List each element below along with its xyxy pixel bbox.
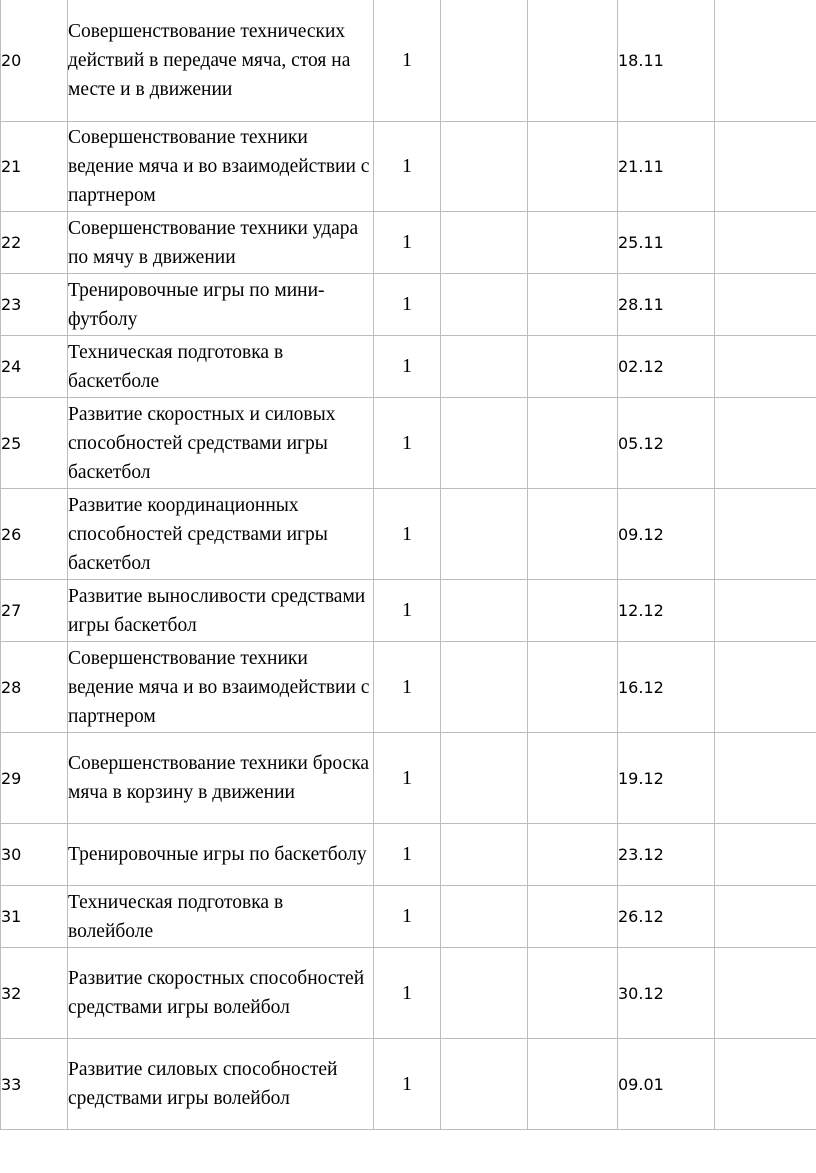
lesson-topic-cell: Тренировочные игры по мини-футболу — [68, 274, 374, 336]
lesson-date-cell: 23.12 — [618, 824, 715, 886]
lesson-hours-cell: 1 — [374, 212, 441, 274]
lesson-topic-cell: Развитие выносливости средствами игры баскетбол — [68, 580, 374, 642]
empty-cell — [441, 336, 528, 398]
lesson-hours-cell: 1 — [374, 733, 441, 824]
lesson-date-cell: 09.01 — [618, 1039, 715, 1130]
empty-cell — [441, 733, 528, 824]
table-row — [1, 1039, 816, 1130]
table-row — [1, 824, 816, 886]
lesson-date-cell: 16.12 — [618, 642, 715, 733]
empty-cell — [528, 336, 618, 398]
empty-cell — [528, 489, 618, 580]
empty-cell — [528, 642, 618, 733]
empty-cell — [528, 1039, 618, 1130]
table-row — [1, 274, 816, 336]
lesson-topic-cell: Развитие силовых способностей средствами игры волейбол — [68, 1039, 374, 1130]
empty-cell — [715, 948, 816, 1039]
lesson-topic-cell: Техническая подготовка в баскетболе — [68, 336, 374, 398]
lesson-topic-cell: Совершенствование техники ведение мяча и во взаимодействии с партнером — [68, 642, 374, 733]
empty-cell — [441, 580, 528, 642]
table-row — [1, 122, 816, 212]
lesson-number-cell: 22 — [1, 212, 68, 274]
empty-cell — [441, 122, 528, 212]
table-row — [1, 886, 816, 948]
empty-cell — [441, 489, 528, 580]
lesson-date-cell: 28.11 — [618, 274, 715, 336]
lesson-number-cell: 25 — [1, 398, 68, 489]
lesson-number-cell: 32 — [1, 948, 68, 1039]
table-row — [1, 489, 816, 580]
empty-cell — [441, 212, 528, 274]
lesson-date-cell: 09.12 — [618, 489, 715, 580]
empty-cell — [441, 948, 528, 1039]
lesson-hours-cell: 1 — [374, 336, 441, 398]
table-row — [1, 733, 816, 824]
lesson-topic-cell: Совершенствование техники удара по мячу в движении — [68, 212, 374, 274]
lesson-hours-cell: 1 — [374, 489, 441, 580]
lesson-number-cell: 26 — [1, 489, 68, 580]
lesson-topic-cell: Развитие координационных способностей средствами игры баскетбол — [68, 489, 374, 580]
lesson-hours-cell: 1 — [374, 122, 441, 212]
lesson-hours-cell: 1 — [374, 642, 441, 733]
empty-cell — [715, 733, 816, 824]
lesson-date-cell: 30.12 — [618, 948, 715, 1039]
empty-cell — [441, 274, 528, 336]
empty-cell — [715, 642, 816, 733]
lesson-date-cell: 18.11 — [618, 0, 715, 122]
lesson-date-cell: 02.12 — [618, 336, 715, 398]
empty-cell — [528, 824, 618, 886]
table-row — [1, 336, 816, 398]
lesson-topic-cell: Тренировочные игры по баскетболу — [68, 824, 374, 886]
lesson-number-cell: 24 — [1, 336, 68, 398]
empty-cell — [528, 0, 618, 122]
table-row — [1, 398, 816, 489]
table-row — [1, 212, 816, 274]
lesson-date-cell: 26.12 — [618, 886, 715, 948]
lesson-topic-cell: Техническая подготовка в волейболе — [68, 886, 374, 948]
lesson-number-cell: 29 — [1, 733, 68, 824]
lesson-plan-body — [1, 0, 816, 1130]
lesson-hours-cell: 1 — [374, 274, 441, 336]
empty-cell — [715, 489, 816, 580]
empty-cell — [528, 122, 618, 212]
lesson-date-cell: 19.12 — [618, 733, 715, 824]
empty-cell — [528, 948, 618, 1039]
lesson-topic-cell: Развитие скоростных и силовых способностей средствами игры баскетбол — [68, 398, 374, 489]
empty-cell — [528, 580, 618, 642]
empty-cell — [441, 824, 528, 886]
lesson-topic-cell: Совершенствование техники броска мяча в корзину в движении — [68, 733, 374, 824]
lesson-number-cell: 21 — [1, 122, 68, 212]
lesson-number-cell: 23 — [1, 274, 68, 336]
lesson-hours-cell: 1 — [374, 1039, 441, 1130]
empty-cell — [528, 274, 618, 336]
lesson-topic-cell: Совершенствование технических действий в передаче мяча, стоя на месте и в движении — [68, 0, 374, 122]
lesson-number-cell: 20 — [1, 0, 68, 122]
lesson-date-cell: 21.11 — [618, 122, 715, 212]
lesson-topic-cell: Совершенствование техники ведение мяча и во взаимодействии с партнером — [68, 122, 374, 212]
lesson-number-cell: 28 — [1, 642, 68, 733]
empty-cell — [528, 886, 618, 948]
empty-cell — [715, 886, 816, 948]
empty-cell — [715, 122, 816, 212]
lesson-date-cell: 12.12 — [618, 580, 715, 642]
empty-cell — [715, 1039, 816, 1130]
lesson-number-cell: 30 — [1, 824, 68, 886]
empty-cell — [441, 0, 528, 122]
lesson-hours-cell: 1 — [374, 580, 441, 642]
table-row — [1, 0, 816, 122]
table-row — [1, 948, 816, 1039]
lesson-number-cell: 31 — [1, 886, 68, 948]
lesson-hours-cell: 1 — [374, 886, 441, 948]
empty-cell — [441, 398, 528, 489]
empty-cell — [715, 824, 816, 886]
lesson-number-cell: 27 — [1, 580, 68, 642]
table-row — [1, 580, 816, 642]
empty-cell — [528, 398, 618, 489]
lesson-hours-cell: 1 — [374, 824, 441, 886]
lesson-hours-cell: 1 — [374, 0, 441, 122]
lesson-topic-cell: Развитие скоростных способностей средствами игры волейбол — [68, 948, 374, 1039]
empty-cell — [441, 1039, 528, 1130]
empty-cell — [715, 212, 816, 274]
lesson-number-cell: 33 — [1, 1039, 68, 1130]
table-row — [1, 642, 816, 733]
empty-cell — [528, 733, 618, 824]
lesson-hours-cell: 1 — [374, 398, 441, 489]
empty-cell — [715, 0, 816, 122]
lesson-date-cell: 25.11 — [618, 212, 715, 274]
lesson-date-cell: 05.12 — [618, 398, 715, 489]
empty-cell — [715, 398, 816, 489]
empty-cell — [715, 274, 816, 336]
empty-cell — [715, 580, 816, 642]
empty-cell — [441, 886, 528, 948]
empty-cell — [715, 336, 816, 398]
empty-cell — [441, 642, 528, 733]
empty-cell — [528, 212, 618, 274]
lesson-hours-cell: 1 — [374, 948, 441, 1039]
